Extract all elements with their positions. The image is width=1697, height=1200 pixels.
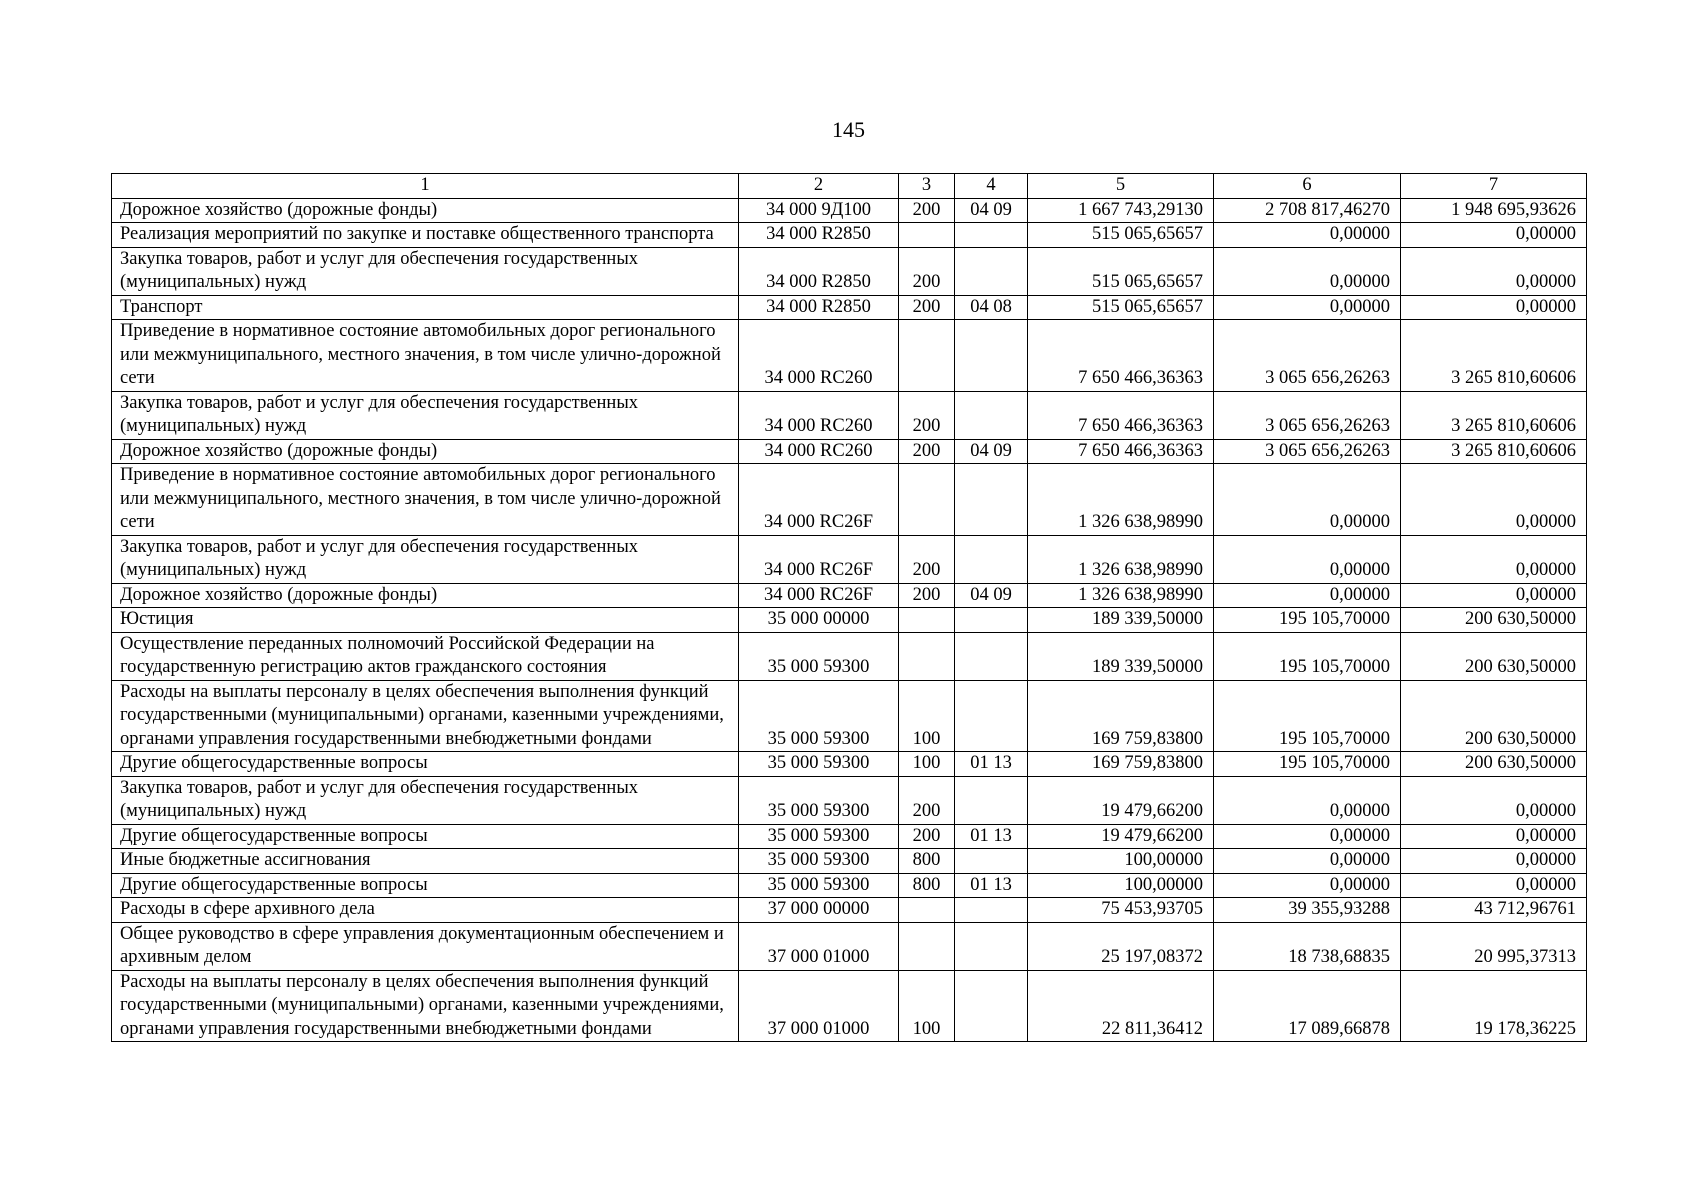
row-code: 35 000 59300 [739,849,899,874]
row-amount-2: 2 708 817,46270 [1214,198,1401,223]
row-section: 01 13 [955,873,1028,898]
row-name: Осуществление переданных полномочий Российской Федерации на государственную регистрацию актов гражданского состояния [112,632,739,680]
row-name: Закупка товаров, работ и услуг для обеспечения государственных (муниципальных) нужд [112,776,739,824]
row-name: Юстиция [112,608,739,633]
row-amount-2: 195 105,70000 [1214,632,1401,680]
row-amount-3: 200 630,50000 [1401,680,1587,752]
row-amount-3: 200 630,50000 [1401,632,1587,680]
table-header-row [112,174,1587,199]
row-amount-2: 195 105,70000 [1214,680,1401,752]
row-amount-1: 169 759,83800 [1028,752,1214,777]
row-expense-type: 100 [899,970,955,1042]
row-amount-1: 189 339,50000 [1028,632,1214,680]
row-expense-type: 800 [899,849,955,874]
row-amount-3: 3 265 810,60606 [1401,439,1587,464]
row-expense-type [899,464,955,536]
header-cell: 2 [739,174,899,199]
row-section [955,922,1028,970]
row-name: Транспорт [112,295,739,320]
row-code: 35 000 59300 [739,632,899,680]
row-name: Иные бюджетные ассигнования [112,849,739,874]
row-amount-1: 19 479,66200 [1028,776,1214,824]
row-code: 34 000 RC260 [739,439,899,464]
row-amount-1: 7 650 466,36363 [1028,439,1214,464]
row-amount-1: 19 479,66200 [1028,824,1214,849]
row-expense-type [899,320,955,392]
row-amount-3: 19 178,36225 [1401,970,1587,1042]
row-section: 04 08 [955,295,1028,320]
header-cell: 6 [1214,174,1401,199]
row-name: Расходы в сфере архивного дела [112,898,739,923]
row-name: Расходы на выплаты персоналу в целях обеспечения выполнения функций государственными (муниципальными) органами, казенными учреждениями, органами управления государственными внебюджетными фондами [112,680,739,752]
row-section: 04 09 [955,198,1028,223]
row-code: 35 000 59300 [739,752,899,777]
table-row [112,295,1587,320]
row-section [955,970,1028,1042]
header-cell: 4 [955,174,1028,199]
row-section [955,776,1028,824]
row-amount-3: 20 995,37313 [1401,922,1587,970]
table-row [112,849,1587,874]
row-name: Закупка товаров, работ и услуг для обеспечения государственных (муниципальных) нужд [112,247,739,295]
table-row [112,824,1587,849]
row-amount-1: 1 326 638,98990 [1028,535,1214,583]
row-amount-2: 39 355,93288 [1214,898,1401,923]
row-section [955,247,1028,295]
row-amount-2: 17 089,66878 [1214,970,1401,1042]
header-cell: 3 [899,174,955,199]
row-code: 34 000 RC260 [739,391,899,439]
row-expense-type: 200 [899,583,955,608]
row-name: Дорожное хозяйство (дорожные фонды) [112,583,739,608]
table-row [112,439,1587,464]
row-code: 34 000 R2850 [739,223,899,248]
row-code: 34 000 R2850 [739,295,899,320]
row-amount-1: 75 453,93705 [1028,898,1214,923]
row-section [955,608,1028,633]
row-amount-1: 169 759,83800 [1028,680,1214,752]
table-row [112,535,1587,583]
row-amount-3: 0,00000 [1401,247,1587,295]
row-amount-2: 0,00000 [1214,873,1401,898]
row-section [955,320,1028,392]
row-code: 37 000 00000 [739,898,899,923]
row-name: Другие общегосударственные вопросы [112,824,739,849]
table-row [112,198,1587,223]
row-amount-3: 200 630,50000 [1401,752,1587,777]
row-amount-2: 195 105,70000 [1214,752,1401,777]
row-expense-type [899,922,955,970]
row-amount-1: 7 650 466,36363 [1028,391,1214,439]
row-amount-2: 3 065 656,26263 [1214,391,1401,439]
table-row [112,680,1587,752]
row-amount-1: 1 326 638,98990 [1028,464,1214,536]
row-amount-2: 18 738,68835 [1214,922,1401,970]
row-amount-1: 7 650 466,36363 [1028,320,1214,392]
row-amount-2: 0,00000 [1214,247,1401,295]
row-section: 01 13 [955,752,1028,777]
row-amount-2: 0,00000 [1214,583,1401,608]
row-amount-1: 1 667 743,29130 [1028,198,1214,223]
row-name: Дорожное хозяйство (дорожные фонды) [112,198,739,223]
row-code: 34 000 RC26F [739,464,899,536]
row-section [955,898,1028,923]
budget-table [111,173,1587,1042]
table-row [112,247,1587,295]
row-amount-3: 3 265 810,60606 [1401,320,1587,392]
row-name: Расходы на выплаты персоналу в целях обеспечения выполнения функций государственными (муниципальными) органами, казенными учреждениями, органами управления государственными внебюджетными фондами [112,970,739,1042]
row-amount-1: 515 065,65657 [1028,223,1214,248]
table-row [112,898,1587,923]
row-name: Другие общегосударственные вопросы [112,873,739,898]
row-expense-type: 200 [899,247,955,295]
row-amount-3: 1 948 695,93626 [1401,198,1587,223]
row-section [955,849,1028,874]
table-row [112,223,1587,248]
table-row [112,922,1587,970]
row-section [955,464,1028,536]
row-amount-2: 3 065 656,26263 [1214,439,1401,464]
row-amount-2: 0,00000 [1214,535,1401,583]
row-expense-type [899,898,955,923]
row-expense-type: 800 [899,873,955,898]
row-code: 34 000 9Д100 [739,198,899,223]
row-amount-3: 0,00000 [1401,295,1587,320]
row-amount-1: 1 326 638,98990 [1028,583,1214,608]
row-name: Другие общегосударственные вопросы [112,752,739,777]
row-amount-2: 0,00000 [1214,776,1401,824]
row-code: 34 000 RC26F [739,583,899,608]
row-name: Общее руководство в сфере управления документационным обеспечением и архивным делом [112,922,739,970]
row-expense-type [899,223,955,248]
row-amount-2: 0,00000 [1214,464,1401,536]
row-amount-3: 0,00000 [1401,824,1587,849]
row-expense-type [899,608,955,633]
row-section [955,391,1028,439]
row-amount-2: 0,00000 [1214,849,1401,874]
table-row [112,464,1587,536]
table-row [112,632,1587,680]
table-row [112,776,1587,824]
row-expense-type: 200 [899,824,955,849]
row-name: Закупка товаров, работ и услуг для обеспечения государственных (муниципальных) нужд [112,535,739,583]
row-amount-3: 0,00000 [1401,776,1587,824]
table-row [112,970,1587,1042]
row-expense-type: 200 [899,776,955,824]
page-number: 145 [832,117,865,142]
row-amount-1: 22 811,36412 [1028,970,1214,1042]
row-amount-1: 189 339,50000 [1028,608,1214,633]
row-amount-3: 0,00000 [1401,873,1587,898]
row-amount-3: 0,00000 [1401,535,1587,583]
row-amount-1: 100,00000 [1028,849,1214,874]
row-amount-3: 200 630,50000 [1401,608,1587,633]
table-row [112,320,1587,392]
row-amount-1: 100,00000 [1028,873,1214,898]
row-code: 34 000 RC26F [739,535,899,583]
row-section [955,535,1028,583]
table-row [112,608,1587,633]
row-amount-2: 0,00000 [1214,295,1401,320]
header-cell: 5 [1028,174,1214,199]
row-expense-type: 100 [899,680,955,752]
row-expense-type: 200 [899,439,955,464]
row-amount-3: 0,00000 [1401,464,1587,536]
row-expense-type: 200 [899,391,955,439]
row-name: Реализация мероприятий по закупке и поставке общественного транспорта [112,223,739,248]
row-amount-2: 195 105,70000 [1214,608,1401,633]
row-amount-3: 0,00000 [1401,849,1587,874]
row-expense-type: 200 [899,535,955,583]
row-code: 37 000 01000 [739,970,899,1042]
row-section: 04 09 [955,583,1028,608]
row-section: 04 09 [955,439,1028,464]
row-code: 37 000 01000 [739,922,899,970]
row-name: Приведение в нормативное состояние автомобильных дорог регионального или межмуниципального, местного значения, в том числе улично-дорожной сети [112,320,739,392]
table-row [112,583,1587,608]
row-amount-1: 515 065,65657 [1028,295,1214,320]
row-code: 35 000 59300 [739,680,899,752]
table-row [112,391,1587,439]
row-code: 35 000 59300 [739,873,899,898]
header-cell: 1 [112,174,739,199]
row-code: 35 000 59300 [739,776,899,824]
row-amount-3: 0,00000 [1401,223,1587,248]
row-section: 01 13 [955,824,1028,849]
row-amount-1: 25 197,08372 [1028,922,1214,970]
row-amount-3: 3 265 810,60606 [1401,391,1587,439]
row-section [955,632,1028,680]
row-expense-type [899,632,955,680]
row-expense-type: 100 [899,752,955,777]
row-code: 35 000 59300 [739,824,899,849]
row-amount-3: 43 712,96761 [1401,898,1587,923]
row-section [955,680,1028,752]
row-amount-2: 0,00000 [1214,223,1401,248]
row-expense-type: 200 [899,198,955,223]
table-row [112,873,1587,898]
row-amount-3: 0,00000 [1401,583,1587,608]
header-cell: 7 [1401,174,1587,199]
row-name: Дорожное хозяйство (дорожные фонды) [112,439,739,464]
row-amount-1: 515 065,65657 [1028,247,1214,295]
row-amount-2: 3 065 656,26263 [1214,320,1401,392]
row-name: Закупка товаров, работ и услуг для обеспечения государственных (муниципальных) нужд [112,391,739,439]
row-code: 34 000 RC260 [739,320,899,392]
table-row [112,752,1587,777]
row-amount-2: 0,00000 [1214,824,1401,849]
row-expense-type: 200 [899,295,955,320]
row-name: Приведение в нормативное состояние автомобильных дорог регионального или межмуниципального, местного значения, в том числе улично-дорожной сети [112,464,739,536]
row-code: 34 000 R2850 [739,247,899,295]
row-section [955,223,1028,248]
row-code: 35 000 00000 [739,608,899,633]
